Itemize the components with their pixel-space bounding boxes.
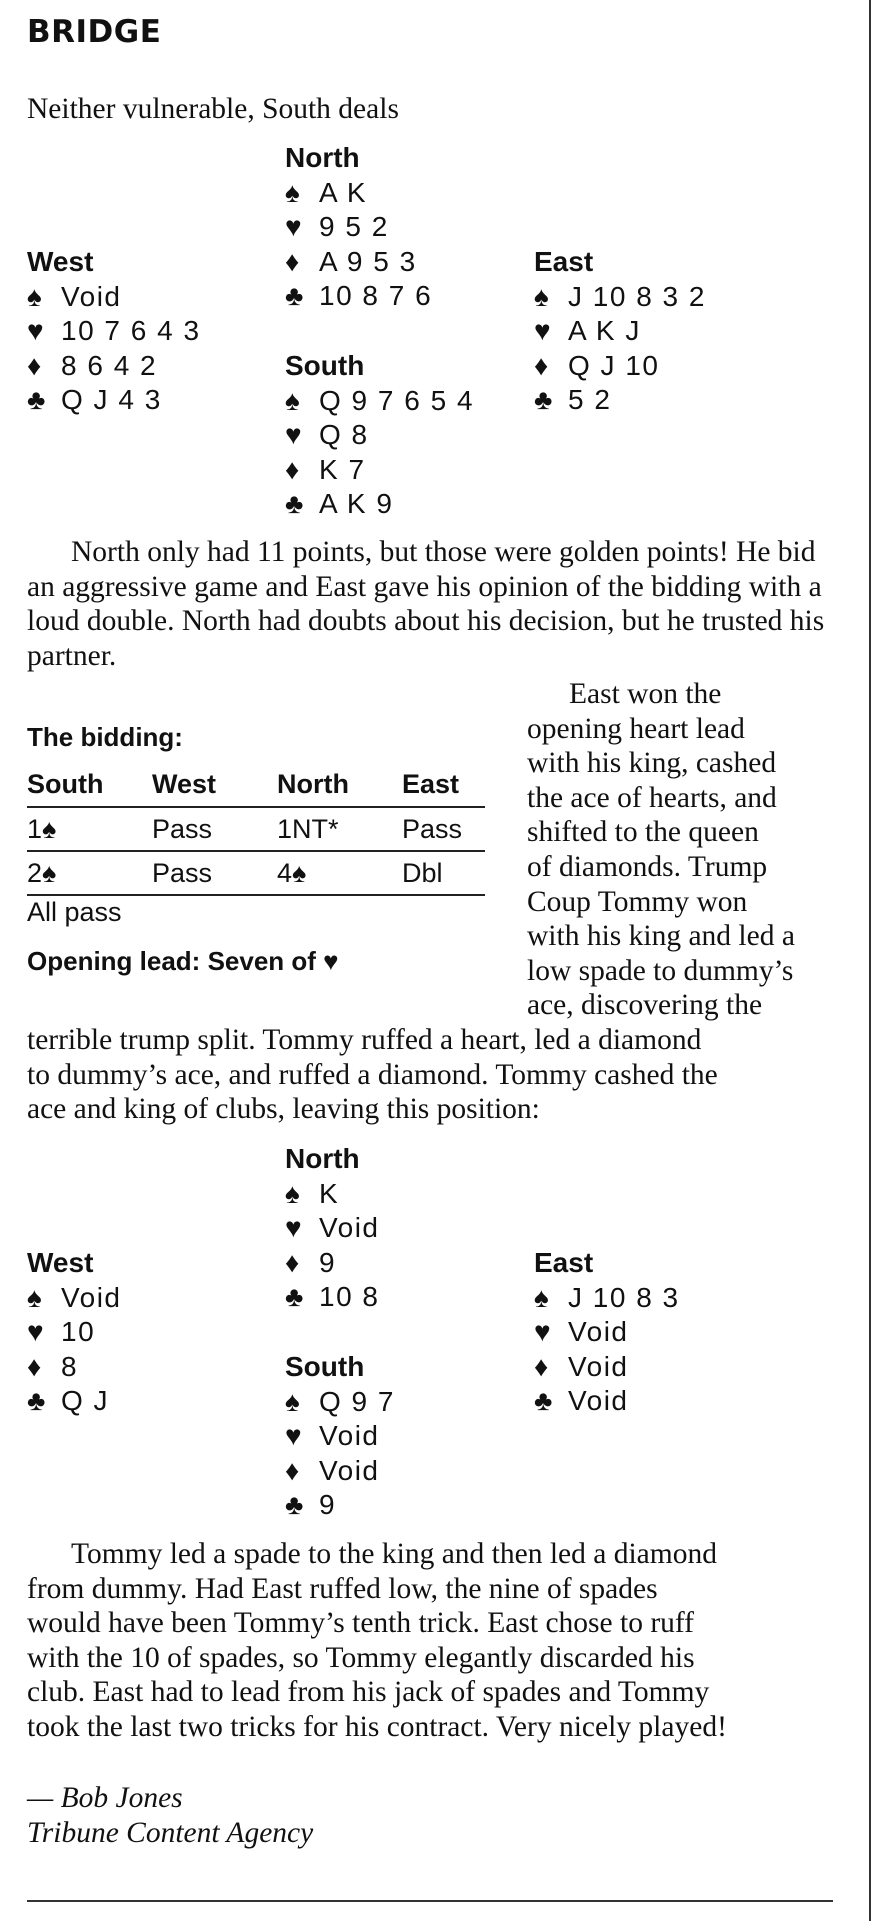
deal1-west-hand: [27, 245, 201, 418]
text-line: with his king, cashed: [527, 747, 777, 780]
hand-name: West: [27, 246, 94, 277]
diamonds-holding: 8: [61, 1350, 79, 1382]
spade-icon: ♠: [285, 1177, 300, 1209]
diamond-icon: ♦: [27, 349, 42, 381]
hand-name: West: [27, 1247, 94, 1278]
bidding-title: The bidding:: [27, 722, 183, 752]
text-line: low spade to dummy’s: [527, 954, 794, 987]
diamonds-holding: Void: [568, 1350, 629, 1382]
hearts-holding: 9 5 2: [319, 211, 389, 243]
bid-cell: 2♠: [27, 851, 152, 895]
text-line: would have been Tommy’s tenth trick. East chose to ruff: [27, 1607, 695, 1640]
hand-name: North: [285, 1143, 360, 1174]
clubs-holding: Q J: [61, 1385, 110, 1417]
text-line: the ace of hearts, and: [527, 781, 777, 814]
text-line: shifted to the queen: [527, 816, 759, 849]
article-paragraph-2-continued: [27, 1023, 857, 1127]
bidding-header-row: [27, 762, 485, 807]
heart-icon: ♥: [285, 211, 302, 243]
bid-cell: 1♠: [27, 807, 152, 851]
diamonds-holding: 9: [319, 1246, 337, 1278]
deal2-north-hand: [285, 1142, 380, 1315]
diamond-icon: ♦: [285, 245, 300, 277]
all-pass-text: All pass: [27, 897, 122, 927]
text-line: club. East had to lead from his jack of spades and Tommy: [27, 1676, 710, 1709]
club-icon: ♣: [285, 1281, 304, 1313]
clubs-holding: 9: [319, 1489, 337, 1521]
clubs-holding: A K 9: [319, 488, 394, 520]
spade-icon: ♠: [27, 280, 42, 312]
vulnerability-line: Neither vulnerable, South deals: [27, 93, 399, 125]
text-line: ace and king of clubs, leaving this position:: [27, 1093, 540, 1126]
diamonds-holding: K 7: [319, 453, 366, 485]
hearts-holding: Void: [568, 1316, 629, 1348]
spades-holding: Q 9 7: [319, 1385, 395, 1417]
club-icon: ♣: [285, 1489, 304, 1521]
diamonds-holding: A 9 5 3: [319, 245, 417, 277]
deal1-east-hand: [534, 245, 706, 418]
text-line: of diamonds. Trump: [527, 850, 768, 883]
bidding-row: [27, 851, 485, 895]
bid-cell: Pass: [402, 807, 485, 851]
club-icon: ♣: [285, 280, 304, 312]
hearts-holding: Void: [319, 1420, 380, 1452]
heart-icon: ♥: [534, 315, 551, 347]
club-icon: ♣: [285, 488, 304, 520]
bid-cell: Pass: [152, 807, 277, 851]
bidding-header: West: [152, 762, 277, 807]
hearts-holding: Q 8: [319, 419, 369, 451]
text-line: with the 10 of spades, so Tommy elegantly discarded his: [27, 1641, 695, 1674]
spades-holding: Void: [61, 1281, 122, 1313]
text-line: from dummy. Had East ruffed low, the nine of spades: [27, 1572, 658, 1605]
clubs-holding: Void: [568, 1385, 629, 1417]
agency-credit: Tribune Content Agency: [27, 1816, 314, 1849]
text-line: East won the: [569, 678, 722, 710]
hand-name: East: [534, 1247, 594, 1278]
article-paragraph-2-column: [527, 677, 867, 1023]
bidding-header: South: [27, 762, 152, 807]
signature: [27, 1781, 313, 1850]
text-line: took the last two tricks for his contract. Very nicely played!: [27, 1710, 727, 1743]
deal1-south-hand: [285, 349, 474, 522]
article-paragraph-3: [27, 1537, 857, 1745]
heart-icon: ♥: [285, 419, 302, 451]
byline: — Bob Jones: [27, 1782, 183, 1814]
hand-name: South: [285, 1351, 365, 1382]
bidding-row: [27, 807, 485, 851]
clubs-holding: 10 8: [319, 1281, 380, 1313]
spade-icon: ♠: [285, 176, 300, 208]
diamond-icon: ♦: [285, 1246, 300, 1278]
club-icon: ♣: [27, 1385, 46, 1417]
diamond-icon: ♦: [285, 453, 300, 485]
hand-name: East: [534, 246, 594, 277]
deal2-south-hand: [285, 1350, 395, 1523]
clubs-holding: Q J 4 3: [61, 384, 162, 416]
club-icon: ♣: [534, 1385, 553, 1417]
club-icon: ♣: [27, 384, 46, 416]
heart-icon: ♥: [27, 1316, 44, 1348]
heart-icon: ♥: [534, 1316, 551, 1348]
bid-cell: 4♠: [277, 851, 402, 895]
bid-cell: 1NT*: [277, 807, 402, 851]
opening-lead: Opening lead: Seven of ♥: [27, 946, 339, 976]
bid-cell: Dbl: [402, 851, 485, 895]
spades-holding: K: [319, 1177, 340, 1209]
hearts-holding: A K J: [568, 315, 641, 347]
bidding-table: [27, 762, 485, 896]
text-line: terrible trump split. Tommy ruffed a heart, led a diamond: [27, 1024, 702, 1056]
club-icon: ♣: [534, 384, 553, 416]
hand-name: North: [285, 142, 360, 173]
bid-cell: Pass: [152, 851, 277, 895]
spade-icon: ♠: [27, 1281, 42, 1313]
diamonds-holding: Q J 10: [568, 349, 660, 381]
clubs-holding: 5 2: [568, 384, 612, 416]
spades-holding: J 10 8 3 2: [568, 280, 706, 312]
hearts-holding: 10 7 6 4 3: [61, 315, 201, 347]
deal2-east-hand: [534, 1246, 680, 1419]
diamonds-holding: 8 6 4 2: [61, 349, 158, 381]
spades-holding: Q 9 7 6 5 4: [319, 384, 475, 416]
bottom-rule: [27, 1900, 833, 1902]
deal1-north-hand: [285, 141, 432, 314]
text-line: ace, discovering the: [527, 989, 763, 1022]
spades-holding: J 10 8 3: [568, 1281, 680, 1313]
text-line: with his king and led a: [527, 920, 795, 953]
heart-icon: ♥: [27, 315, 44, 347]
hand-name: South: [285, 350, 365, 381]
diamond-icon: ♦: [534, 1350, 549, 1382]
spades-holding: Void: [61, 280, 122, 312]
hearts-holding: Void: [319, 1212, 380, 1244]
spade-icon: ♠: [534, 280, 549, 312]
heart-icon: ♥: [285, 1420, 302, 1452]
text-line: opening heart lead: [527, 712, 745, 745]
article-paragraph-1: North only had 11 points, but those were golden points! He bid an aggressive game and East gave his opinion of the bidding with a loud double. North had doubts about his decision, but he trusted his partner.: [27, 536, 825, 672]
spade-icon: ♠: [285, 384, 300, 416]
spade-icon: ♠: [534, 1281, 549, 1313]
hearts-holding: 10: [61, 1316, 96, 1348]
spade-icon: ♠: [285, 1385, 300, 1417]
bidding-header: East: [402, 762, 485, 807]
clubs-holding: 10 8 7 6: [319, 280, 433, 312]
right-border-rule: [869, 0, 871, 1921]
diamonds-holding: Void: [319, 1454, 380, 1486]
heart-icon: ♥: [285, 1212, 302, 1244]
text-line: Coup Tommy won: [527, 885, 748, 918]
deal2-west-hand: [27, 1246, 122, 1419]
column-title: BRIDGE: [27, 14, 162, 50]
diamond-icon: ♦: [534, 349, 549, 381]
diamond-icon: ♦: [285, 1454, 300, 1486]
diamond-icon: ♦: [27, 1350, 42, 1382]
spades-holding: A K: [319, 176, 368, 208]
text-line: Tommy led a spade to the king and then led a diamond: [71, 1538, 717, 1570]
bidding-header: North: [277, 762, 402, 807]
text-line: to dummy’s ace, and ruffed a diamond. Tommy cashed the: [27, 1058, 718, 1091]
